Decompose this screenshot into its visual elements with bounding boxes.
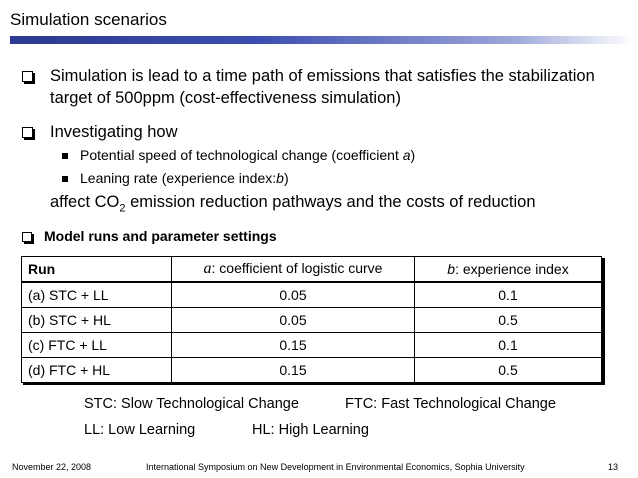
checkbox-bullet-icon (22, 71, 33, 82)
header-b-label: : experience index (455, 261, 569, 277)
header-b-var: b (447, 261, 456, 277)
bullet-investigating (22, 121, 178, 143)
cell-run: (c) FTC + LL (22, 333, 172, 358)
cell-a: 0.05 (172, 282, 415, 308)
sub-text: Leaning rate (experience index: (80, 170, 277, 186)
footer-event: International Symposium on New Development in Environmental Economics, Sophia University (146, 462, 525, 472)
affect-post: emission reduction pathways and the costs of reduction (125, 193, 536, 211)
table-shadow-right (602, 258, 605, 384)
header-a-label: : coefficient of logistic curve (211, 260, 383, 276)
square-bullet-icon (62, 176, 68, 182)
cell-run: (a) STC + LL (22, 282, 172, 308)
bullet-text: Investigating how (50, 123, 178, 141)
subbullet-learning (62, 170, 289, 186)
cell-b: 0.1 (415, 282, 602, 308)
parameter-table (21, 256, 602, 383)
model-heading (22, 228, 277, 244)
affect-pre: affect CO (50, 193, 120, 211)
model-heading-text: Model runs and parameter settings (44, 228, 277, 244)
var-b: b (276, 170, 284, 186)
footer-page-number: 13 (608, 462, 619, 472)
cell-run: (b) STC + HL (22, 308, 172, 333)
title-rule (10, 36, 634, 44)
affect-sub: 2 (119, 202, 126, 215)
sub-text-end: ) (283, 170, 289, 186)
table-row (22, 358, 602, 383)
cell-a: 0.15 (172, 358, 415, 383)
legend-ll: LL: Low Learning (84, 422, 196, 438)
legend-stc: STC: Slow Technological Change (84, 396, 299, 412)
checkbox-bullet-icon (22, 127, 33, 138)
footer-date: November 22, 2008 (12, 462, 92, 472)
legend-hl: HL: High Learning (252, 422, 369, 438)
subbullet-speed (62, 147, 415, 163)
var-a: a (402, 147, 411, 163)
cell-run: (d) FTC + HL (22, 358, 172, 383)
legend-ftc: FTC: Fast Technological Change (345, 396, 556, 412)
header-run: Run (22, 257, 172, 283)
slide-title: Simulation scenarios (10, 10, 167, 29)
header-a-var: a (203, 260, 212, 277)
header-b (415, 257, 602, 283)
cell-b: 0.5 (415, 358, 602, 383)
cell-b: 0.5 (415, 308, 602, 333)
bullet-simulation (22, 65, 610, 109)
table-header-row (22, 257, 602, 283)
cell-a: 0.05 (172, 308, 415, 333)
square-bullet-icon (62, 153, 68, 159)
table-row (22, 308, 602, 333)
affect-line (50, 193, 536, 214)
cell-a: 0.15 (172, 333, 415, 358)
checkbox-bullet-icon (22, 232, 32, 242)
bullet-text: Simulation is lead to a time path of emissions that satisfies the stabilization target of 500ppm (cost-effectiveness simulation) (50, 67, 595, 107)
sub-text-end: ) (410, 147, 416, 163)
table-row (22, 333, 602, 358)
header-a (172, 257, 415, 283)
cell-b: 0.1 (415, 333, 602, 358)
table-row (22, 282, 602, 308)
sub-text: Potential speed of technological change (coefficient (80, 147, 403, 163)
